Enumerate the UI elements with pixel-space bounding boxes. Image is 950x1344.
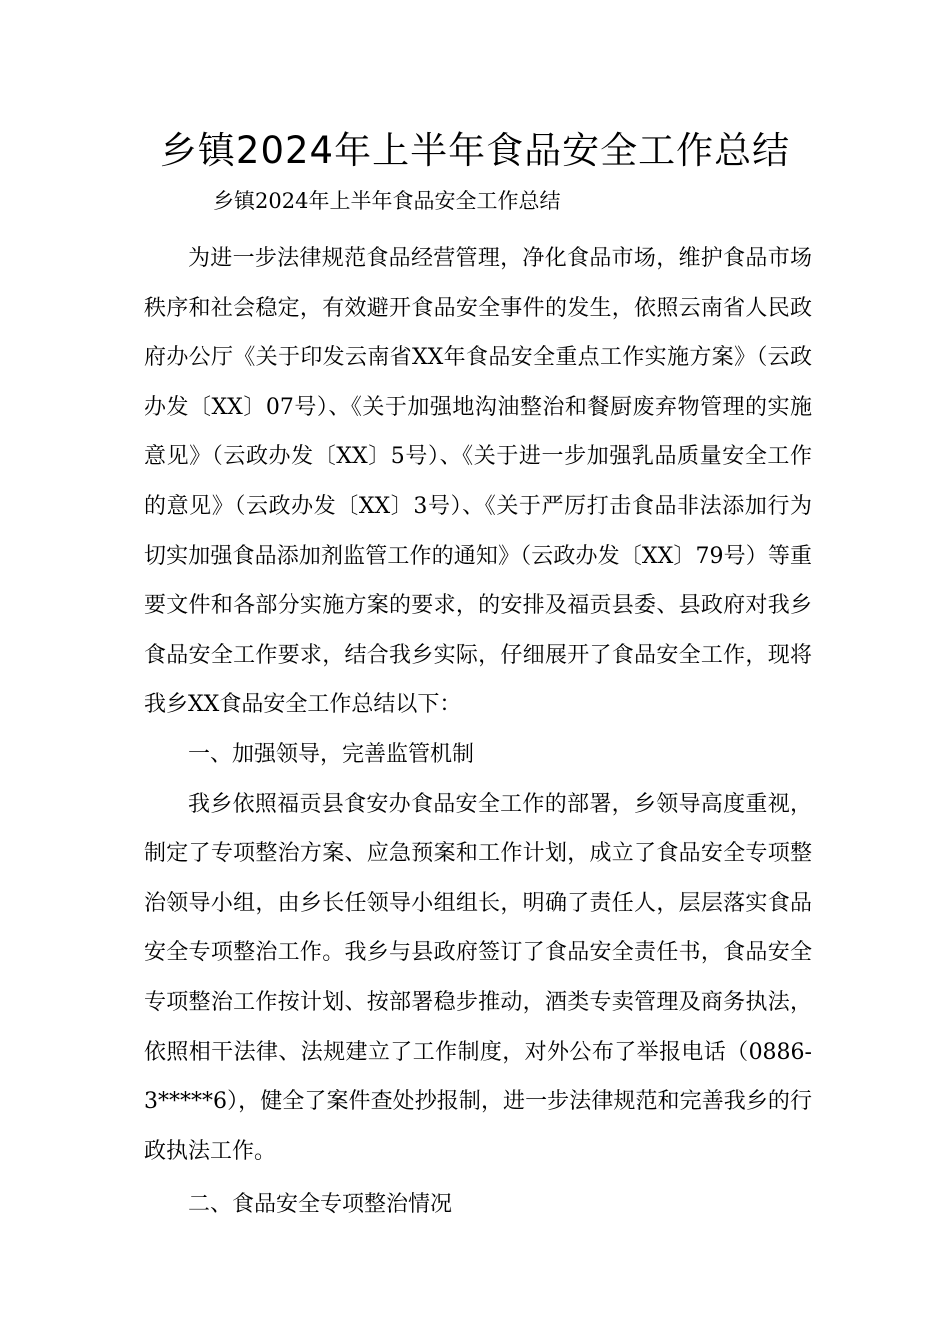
section-heading-2: 二、食品安全专项整治情况 <box>188 1192 453 1218</box>
paragraph-section-1: 我乡依照福贡县食安办食品安全工作的部署，乡领导高度重视，制定了专项整治方案、应急预案和工作计划，成立了食品安全专项整治领导小组，由乡长任领导小组组长，明确了责任人，层层落实食品安全专项整治工作。我乡与县政府签订了食品安全责任书，食品安全专项整治工作按计划、按部署稳步推动，酒类专卖管理及商务执法，依照相干法律、法规建立了工作制度，对外公布了举报电话（0886-3*****6），健全了案件查处抄报制，进一步法律规范和完善我乡的行政执法工作。 <box>144 791 812 1164</box>
section-heading-1: 一、加强领导，完善监管机制 <box>188 741 475 767</box>
paragraph-intro: 为进一步法律规范食品经营管理，净化食品市场，维护食品市场秩序和社会稳定，有效避开食品安全事件的发生，依照云南省人民政府办公厅《关于印发云南省XX年食品安全重点工作实施方案》（云政办发〔XX〕07号）、《关于加强地沟油整治和餐厨废弃物管理的实施意见》（云政办发〔XX〕5号）、《关于进一步加强乳品质量安全工作的意见》（云政办发〔XX〕3号）、《关于严厉打击食品非法添加行为切实加强食品添加剂监管工作的通知》（云政办发〔XX〕79号）等重要文件和各部分实施方案的要求，的安排及福贡县委、县政府对我乡食品安全工作要求，结合我乡实际，仔细展开了食品安全工作，现将我乡XX食品安全工作总结以下： <box>144 246 812 718</box>
document-body <box>144 234 812 1230</box>
document-title: 乡镇2024年上半年食品安全工作总结 <box>159 129 791 172</box>
document-subtitle: 乡镇2024年上半年食品安全工作总结 <box>213 189 561 213</box>
